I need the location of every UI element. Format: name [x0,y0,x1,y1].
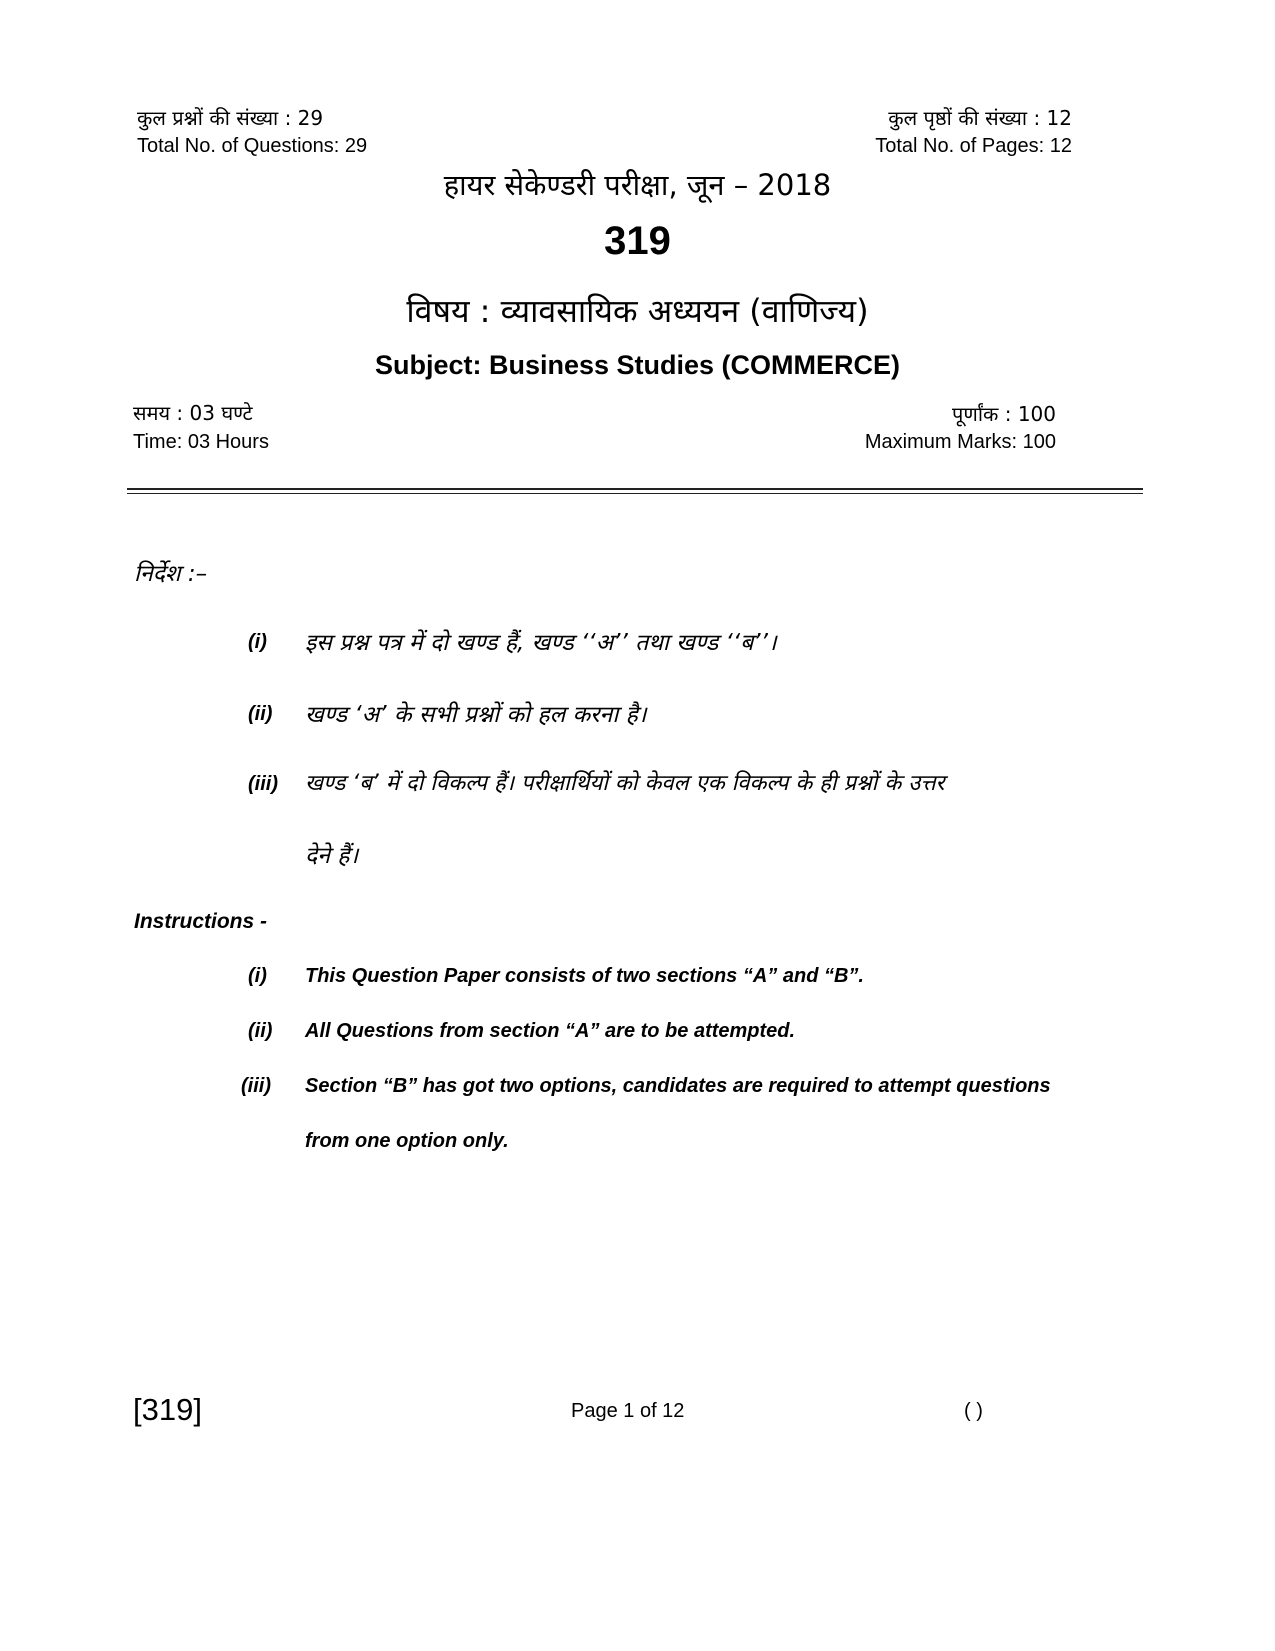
list-item-number: (ii) [248,1020,273,1042]
exam-title: हायर सेकेण्डरी परीक्षा, जून – 2018 [443,168,832,202]
list-item: This Question Paper consists of two sections “A” and “B”. [305,965,864,987]
list-item: All Questions from section “A” are to be attempted. [305,1020,796,1042]
paper-code: 319 [604,219,671,263]
list-item-number: (ii) [248,703,273,725]
max-marks-english: Maximum Marks: 100 [864,431,1056,453]
list-item: खण्ड ‘अ’ के सभी प्रश्नों को हल करना है। [305,702,647,728]
total-pages-english: Total No. of Pages: 12 [875,135,1072,157]
subject-english: Subject: Business Studies (COMMERCE) [374,350,901,380]
list-item: इस प्रश्न पत्र में दो खण्ड हैं, खण्ड ‘‘अ’’ तथा खण्ड ‘‘ब’’। [305,630,777,656]
header-divider-secondary [127,493,1143,494]
total-pages-hindi: कुल पृष्ठों की संख्या : 12 [888,106,1072,130]
list-item-number: (iii) [241,1075,271,1097]
list-item: Section “B” has got two options, candidates are required to attempt questions [305,1075,1051,1097]
list-item-number: (i) [248,965,267,987]
instructions-heading-hindi: निर्देश :– [134,561,208,587]
max-marks-hindi: पूर्णांक : 100 [952,402,1056,426]
time-english: Time: 03 Hours [133,431,269,453]
list-item-number: (iii) [248,773,278,795]
page-number: Page 1 of 12 [571,1400,685,1422]
list-item-continuation: from one option only. [305,1130,509,1152]
time-hindi: समय : 03 घण्टे [133,401,253,425]
total-questions-english: Total No. of Questions: 29 [137,135,368,157]
list-item-continuation: देने हैं। [305,843,359,869]
footer-parentheses: ( ) [964,1400,983,1422]
total-questions-hindi: कुल प्रश्नों की संख्या : 29 [137,106,324,130]
footer-paper-code: [319] [133,1392,202,1427]
list-item: खण्ड ‘ब’ में दो विकल्प हैं। परीक्षार्थियों को केवल एक विकल्प के ही प्रश्नों के उत्तर [305,771,945,796]
header-divider [127,488,1143,490]
list-item-number: (i) [248,631,267,653]
subject-hindi: विषय : व्यावसायिक अध्ययन (वाणिज्य) [406,292,869,330]
instructions-heading-english: Instructions - [134,910,268,933]
